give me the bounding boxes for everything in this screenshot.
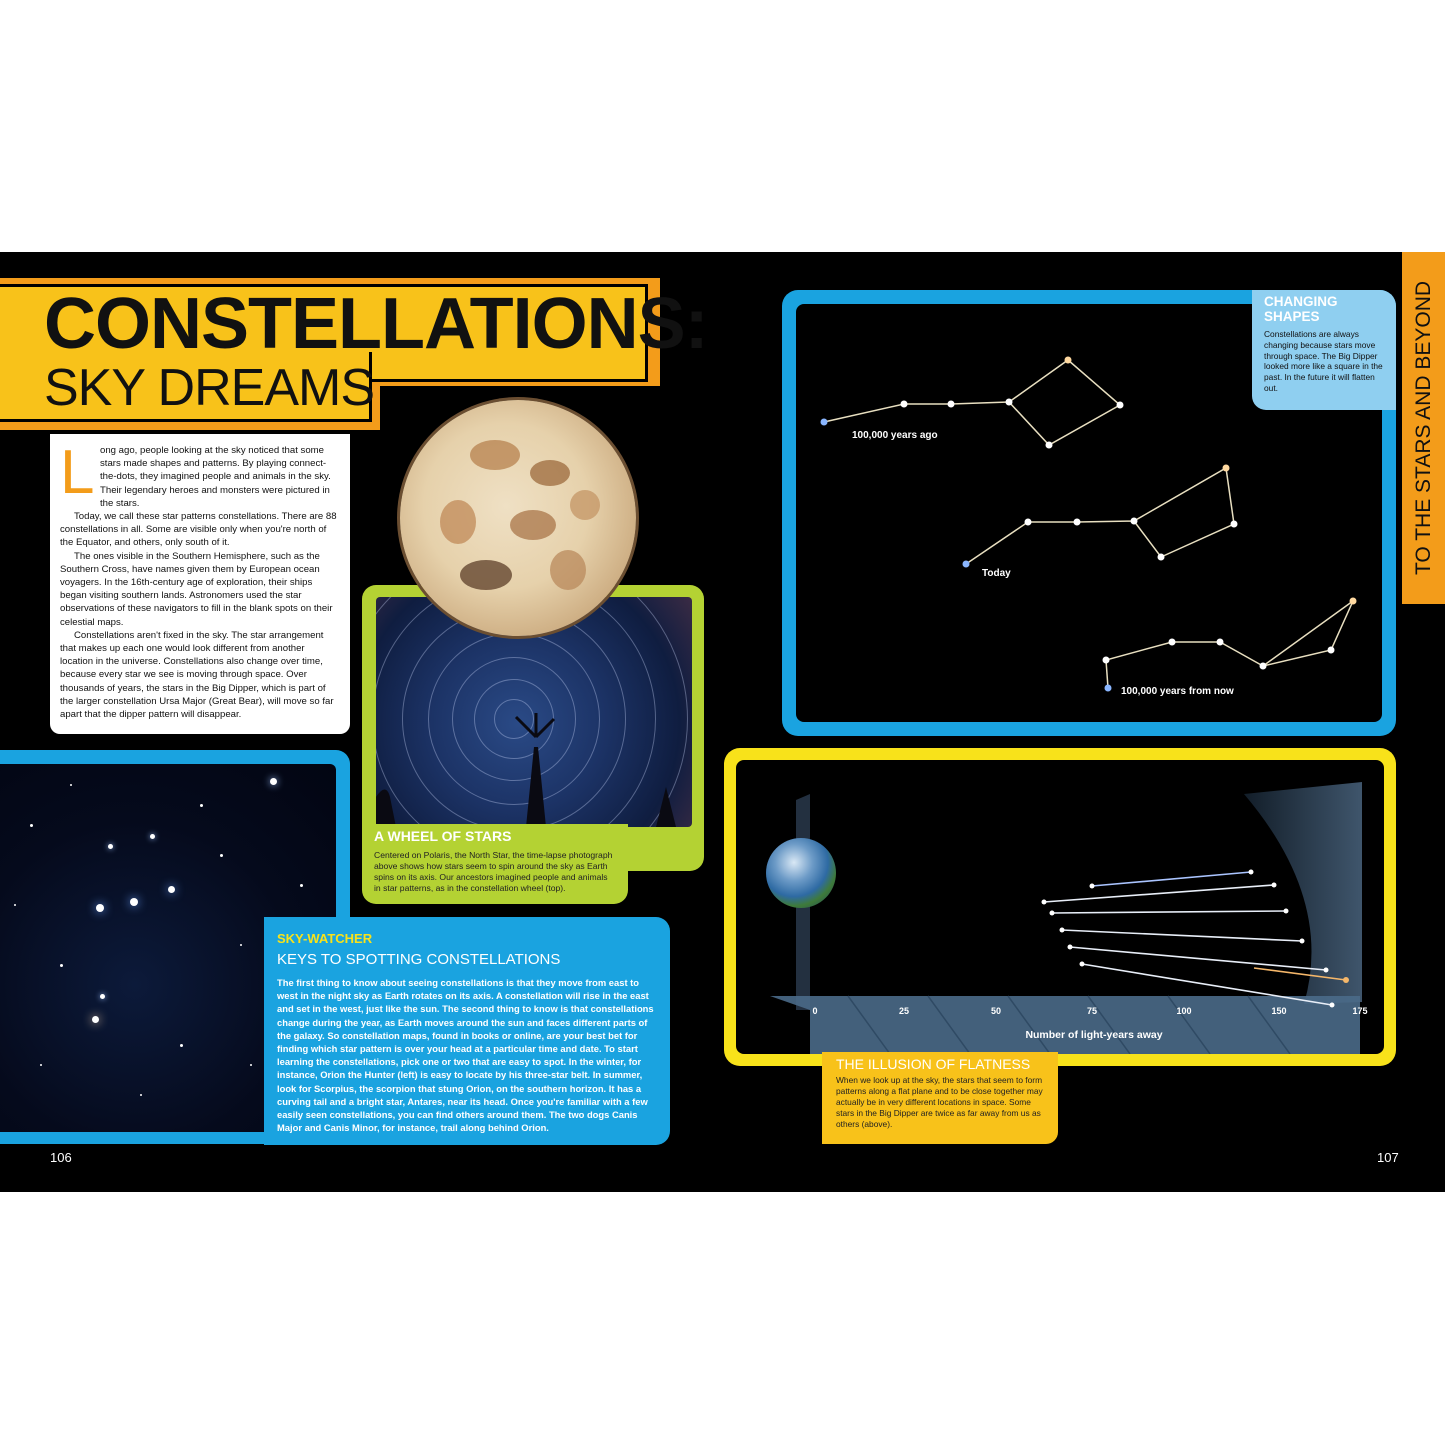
- sky-watcher-box: [264, 917, 670, 1145]
- intro-paragraph: Today, we call these star patterns constellations. There are 88 constellations in all. Some are visible only when you're north of the Equator, and others, only south of it.: [60, 511, 337, 549]
- page-number-left: 106: [50, 1150, 72, 1165]
- label-past: 100,000 years ago: [852, 430, 938, 441]
- distance-diagram: [736, 760, 1384, 1054]
- axis-tick: 175: [1352, 1006, 1368, 1016]
- section-tab: [1402, 252, 1445, 604]
- axis-tick: 50: [990, 1006, 1002, 1016]
- caption-text: Constellations are always changing because stars move through space. The Big Dipper looked more like a square in the past. In the future it will flatten out.: [1264, 329, 1383, 393]
- earth-image: [766, 838, 836, 908]
- axis-label: Number of light-years away: [1025, 1029, 1163, 1041]
- page-number-right: 107: [1377, 1150, 1399, 1165]
- distance-plane: [770, 996, 1360, 1054]
- changing-shapes-caption: [1252, 290, 1396, 410]
- axis-tick: 75: [1086, 1006, 1098, 1016]
- label-future: 100,000 years from now: [1121, 686, 1234, 697]
- axis-tick: 100: [1176, 1006, 1192, 1016]
- intro-paragraph: ong ago, people looking at the sky noticed that some stars made shapes and patterns. By playing connect-the-dots, they imagined people and animals in the sky. Their legendary heroes and monsters were pictured in the stars.: [100, 445, 331, 509]
- book-spread: [0, 252, 1445, 1192]
- axis-tick: 25: [898, 1006, 910, 1016]
- caption-text: When we look up at the sky, the stars that seem to form patterns along a flat plane and to be close together may actually be in very different locations in space. Some stars in the Big Dipper are twice as far away from us as others (above).: [836, 1075, 1043, 1129]
- caption-title: THE ILLUSION OF FLATNESS: [836, 1056, 1031, 1072]
- flatness-caption: [822, 1052, 1058, 1144]
- intro-paragraph: The ones visible in the Southern Hemisphere, such as the Southern Cross, have names given them by European ocean voyagers. In the 16th-century age of exploration, their ships began visiting southern lands. Astronomers used the star observations of these navigators to fill in the blank spots on their celestial maps.: [60, 550, 333, 628]
- page-title: CONSTELLATIONS:: [44, 284, 708, 364]
- constellation-wheel-illustration: [400, 400, 636, 636]
- section-tab-label: TO THE STARS AND BEYOND: [1412, 280, 1435, 576]
- intro-paragraph: Constellations aren't fixed in the sky. The star arrangement that makes up each one would look different from another location in the universe. Constellations also change over time, because every star we see is moving through space. Over thousands of years, the stars in the Big Dipper, which is part of the larger constellation Ursa Major (Great Bear), will move so far apart that the dipper pattern will disappear.: [60, 629, 334, 721]
- page-subtitle: SKY DREAMS: [44, 359, 375, 417]
- caption-title: CHANGING SHAPES: [1264, 294, 1338, 324]
- label-today: Today: [982, 568, 1011, 579]
- wheel-of-stars-caption: [362, 824, 628, 904]
- sky-watcher-title: KEYS TO SPOTTING CONSTELLATIONS: [277, 951, 561, 968]
- sky-watcher-kicker: SKY-WATCHER: [277, 931, 373, 946]
- caption-title: A WHEEL OF STARS: [374, 828, 512, 844]
- axis-tick: 150: [1271, 1006, 1287, 1016]
- drop-cap: L: [60, 438, 95, 507]
- intro-text: [50, 434, 350, 734]
- caption-text: Centered on Polaris, the North Star, the time-lapse photograph above shows how stars seem to spin around the sky as Earth spins on its axis. Our ancestors imagined people and animals in star patterns, as in the constellation wheel (top).: [374, 850, 613, 893]
- sky-watcher-text: The first thing to know about seeing constellations is that they move from east to west in the night sky as Earth rotates on its axis. A constellation will rise in the east and set in the west, just like the sun. The second thing to know is that constellations change during the year, as Earth moves around the sun and faces different parts of the galaxy. So constellation maps, found in books or online, are your best bet for finding which star pattern is over your head at a particular time and date. To start learning the constellations, pick one or two that are easy to spot. In the winter, for instance, Orion the Hunter (left) is easy to locate by his three-star belt. In summer, look for Scorpius, the scorpion that stung Orion, on the southern horizon. It has a curving tail and a bright star, Antares, near its head. Once you're familiar with a few easily seen constellations, you can find others around them. The two dogs Canis Major and Canis Minor, for instance, trail along behind Orion.: [277, 977, 654, 1134]
- axis-tick: 0: [812, 1006, 818, 1016]
